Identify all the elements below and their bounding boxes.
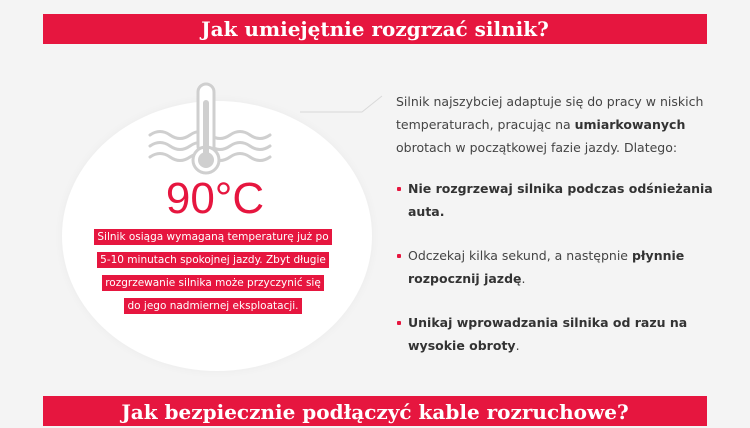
tip-bold: Unikaj wprowadzania silnika od razu na wysokie obroty [408,315,688,353]
intro-part: Silnik najszybciej adaptuje się do pracy w niskich temperaturach, pracując na [396,94,704,132]
temperature-caption [82,226,344,318]
caption-line: Silnik osiąga wymaganą temperaturę już po [94,229,331,245]
tips-panel [396,90,726,378]
tip-bold: płynnie rozpocznij jazdę [408,248,685,286]
caption-line: do jego nadmiernej eksploatacji. [124,298,301,314]
caption-line: 5-10 minutach spokojnej jazdy. Zbyt długie [97,252,329,268]
tip-tail: . [515,338,520,353]
intro-text [396,90,726,159]
intro-bold: umiarkowanych [574,117,686,132]
tip-tail: . [521,271,526,286]
caption-line: rozgrzewanie silnika może przyczynić się [102,275,324,291]
tip-tail: . [439,204,445,219]
thermometer-icon [145,80,275,180]
tip-text: Odczekaj kilka sekund, a następnie [408,248,632,263]
tip-item [396,244,726,290]
section-title: Jak umiejętnie rozgrzać silnik? [43,14,707,44]
next-section-title: Jak bezpiecznie podłączyć kable rozruchowe? [43,396,707,426]
tip-item [396,311,726,357]
tip-item [396,177,726,223]
temperature-value: 90°C [165,174,265,223]
tip-bold: Nie rozgrzewaj silnika podczas odśnieżania auta [408,181,713,219]
intro-part: obrotach w początkowej fazie jazdy. Dlatego: [396,140,678,155]
